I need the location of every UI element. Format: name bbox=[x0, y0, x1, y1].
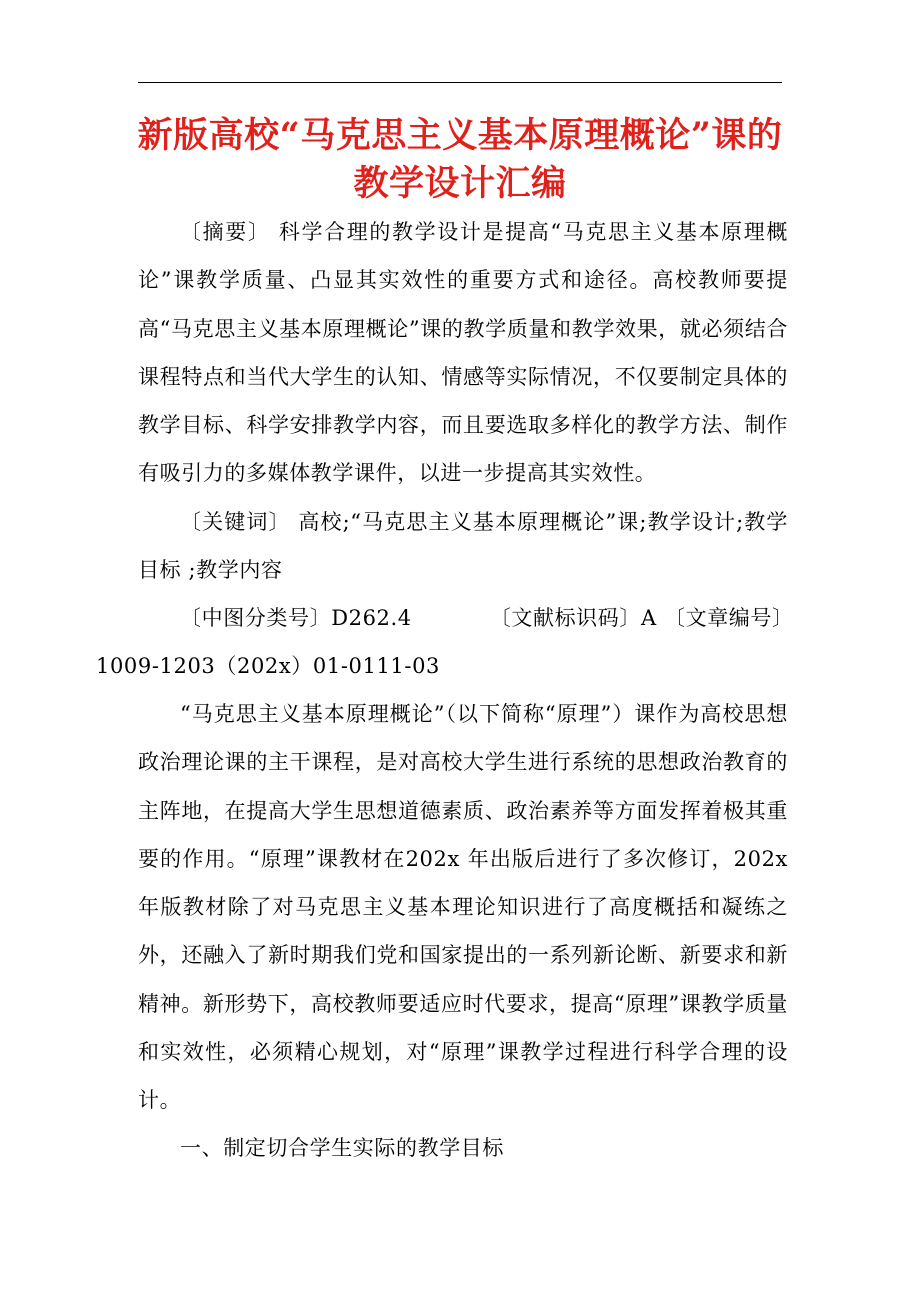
abstract-paragraph: 〔摘要〕 科学合理的教学设计是提高“马克思主义基本原理概论”课教学质量、凸显其实效性的重要方式和途径。高校教师要提高“马克思主义基本原理概论”课的教学质量和教学效果，就必须结合课程特点和当代大学生的认知、情感等实际情况，不仅要制定具体的教学目标、科学安排教学内容，而且要选取多样化的教学方法、制作有吸引力的多媒体教学课件，以进一步提高其实效性。 bbox=[138, 220, 788, 486]
classification-block bbox=[96, 594, 794, 691]
article-number: 1009-1203（202x）01-0111-03 bbox=[96, 654, 440, 679]
body-paragraph: “马克思主义基本原理概论”（以下简称“原理”）课作为高校思想政治理论课的主干课程，是对高校大学生进行系统的思想政治教育的主阵地，在提高大学生思想道德素质、政治素养等方面发挥着极其重要的作用。“原理”课教材在202x 年出版后进行了多次修订，202x 年版教材除了对马克思主义基本理论知识进行了高度概括和凝练之外，还融入了新时期我们党和国家提出的一系列新论断、新要求和新精神。新形势下，高校教师要适应时代要求，提高“原理”课教学质量和实效性，必须精心规划，对“原理”课教学过程进行科学合理的设计。 bbox=[138, 702, 788, 1113]
document-title-line-2: 教学设计汇编 bbox=[353, 163, 567, 204]
classification-line bbox=[138, 594, 794, 642]
keywords-paragraph: 〔关键词〕 高校;“马克思主义基本原理概论”课;教学设计;教学目标 ;教学内容 bbox=[138, 510, 788, 583]
document-title-line-1: 新版高校“马克思主义基本原理概论”课的 bbox=[137, 115, 783, 156]
section-heading: 一、制定切合学生实际的教学目标 bbox=[180, 1136, 504, 1160]
document-code: 〔文献标识码〕A 〔文章编号〕 bbox=[489, 606, 794, 630]
header-rule bbox=[138, 82, 782, 83]
clc-number: 〔中图分类号〕D262.4 bbox=[180, 606, 412, 630]
